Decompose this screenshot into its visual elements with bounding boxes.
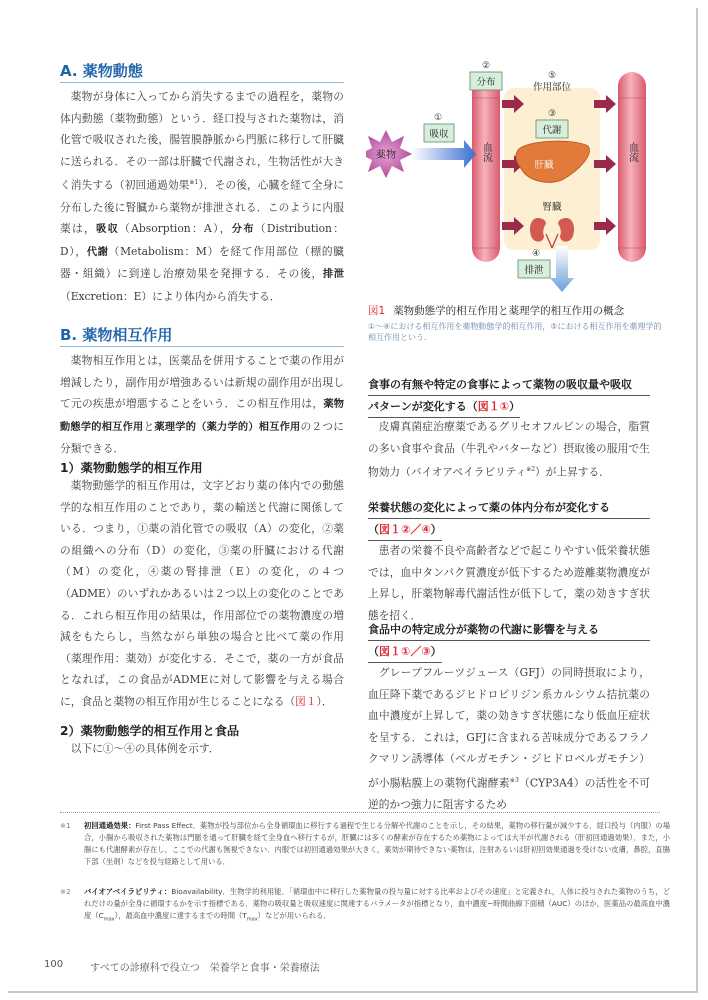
figure-ref[interactable]: 図１ — [295, 694, 317, 708]
label-n2: ② — [481, 60, 491, 70]
figure-title: 薬物動態学的相互作用と薬理学的相互作用の概念 — [393, 305, 625, 317]
label-n5: ⑤ — [547, 70, 557, 80]
label-distrib: 分布 — [476, 77, 496, 88]
label-excrete: 排泄 — [524, 265, 544, 276]
running-title: すべての診療科で役立つ 栄養学と食事・栄養療法 — [90, 963, 320, 974]
figure-note: ①〜④における相互作用を薬物動態学的相互作用，⑤における相互作用を薬理学的相互作用という． — [368, 322, 662, 342]
right-para-2: 患者の栄養不良や高齢者などで起こりやすい低栄養状態では，血中タンパク質濃度が低下するため遊離薬物濃度が上昇し，肝薬物解毒代謝活性が低下して，薬の効きすぎ状態を招く． — [368, 544, 650, 622]
figure-ref-h3[interactable]: 図１①／③ — [379, 645, 431, 658]
right-para-1: 皮膚真菌症治療薬であるグリセオフルビンの場合，脂質の多い食事や食品（牛乳やバターなど）摂取後の服用で生物効力（バイオアベイラビリティ$^{※2}$）が上昇する． — [368, 420, 650, 479]
label-liver: 肝臓 — [534, 160, 554, 171]
footnote-2: ※2 バイオアベイラビリティ：Bioavailability．生物学的利用能．「循環血中に移行した薬物量の投与量に対する比率およびその速度」と定義され，人体に投与された薬物のうち，どれだけの量が全身に循環するかを示す指標である．薬物の吸収量と吸収速度に関連するパラメータが指標となり，血中濃度−時間曲線下面積（AUC）のほか，医薬品の最高血中濃度$(C_{max})$，最高血中濃度に達するまでの時間$(T_{max})$などが用いられる． — [60, 887, 670, 923]
figure-1-caption — [368, 303, 668, 343]
right-heading-2: 栄養状態の変化によって薬の体内分布が変化する （図１②／④） — [368, 497, 650, 541]
section-a-body: 薬物が身体に入ってから消失するまでの過程を，薬物の体内動態（薬物動態）という．経口投与された薬物は，消化管で吸収された後，腸管膜静脈から門脈に移行して肝臓に送られる．その一部は肝臓で代謝され，生物活性が大きく消失する（初回通過効果$^{※1}$）．その後，心臓を経て全身に分布した後に腎臓から薬物が排泄される．このように内服薬は，吸収（Absorption：A），分布（Distribution：D），代謝（Metabolism：M）を経て作用部位（標的臓器・組織）に到達し治療効果を発揮する．その後，排泄（Excretion：E）により体内から消失する． — [60, 90, 344, 303]
footnote-rule — [60, 812, 660, 813]
label-metab: 代謝 — [542, 125, 562, 136]
right-heading-1: 食事の有無や特定の食事によって薬物の吸収量や吸収 パターンが変化する（図１①） — [368, 374, 650, 418]
subheading-1: 1）薬物動態学的相互作用 — [60, 461, 203, 475]
label-site: 作用部位 — [532, 82, 572, 93]
label-blood-left: 血流 — [480, 142, 492, 162]
figure-ref-h2[interactable]: 図１②／④ — [379, 523, 431, 536]
blood-vessel-left — [472, 72, 500, 262]
drug-label: 薬物 — [376, 150, 396, 161]
page-number: 100 — [44, 959, 64, 970]
label-kidney: 腎臓 — [542, 202, 562, 213]
blood-vessel-right — [618, 72, 646, 262]
section-b-title: B. 薬物相互作用 — [60, 326, 173, 344]
subheading-2: 2）薬物動態学的相互作用と食品 — [60, 724, 240, 738]
right-heading-3: 食品中の特定成分が薬物の代謝に影響を与える （図１①／③） — [368, 619, 650, 663]
right-para-3: グレープフルーツジュース（GFJ）の同時摂取により，血圧降下薬であるジヒドロピリジン系カルシウム拮抗薬の血中濃度が上昇して，薬の効きすぎ状態になり低血圧症状を呈する．これは，GFJに含まれる苦味成分であるフラノクマリン誘導体（ベルガモチン・ジヒドロベルガモチン）が小腸粘膜上の薬物代謝酵素$^{※3}$（CYP3A4）の活性を不可逆的かつ強力に阻害するため — [368, 666, 650, 812]
section-b-intro: 薬物相互作用とは，医薬品を併用することで薬の作用が増減したり，副作用が増強あるいは新規の副作用が出現して元の疾患が増悪することをいう．この相互作用は，薬物動態学的相互作用と薬理学的（薬力学的）相互作用の２つに分類できる． — [60, 354, 344, 456]
section-b-rule — [60, 346, 344, 347]
label-absorb: 吸収 — [429, 129, 449, 140]
subsection-1-body: 薬物動態学的相互作用は，文字どおり薬の体内での動態学的な相互作用のことであり，薬の輸送と代謝に関係している．つまり，①薬の消化管での吸収（A）の変化，②薬の組織への分布（D）の変化，③薬の肝臓における代謝（M）の変化，④薬の腎排泄（E）の変化，の４つ（ADME）のいずれかあるいは２つ以上の変化のことである．これら相互作用の結果は，作用部位での薬物濃度の増減をもたらし，当然ながら単独の場合と比べて薬の作用（薬理作用：薬効）が変化する．そこで，薬の一方が食品となれば，この食品がADMEに対して影響を与える場合に，食品と薬物の相互作用が生じることになる（図１）． — [60, 479, 344, 708]
figure-number: 図1 — [368, 305, 386, 317]
fnref-1: ※1 — [189, 179, 199, 187]
label-n1: ① — [433, 112, 443, 122]
label-n3: ③ — [547, 108, 557, 118]
section-a-rule — [60, 82, 344, 83]
subsection-2-body: 以下に①〜④の具体例を示す． — [70, 742, 220, 755]
absorption-arrow — [412, 140, 476, 168]
figure-ref-h1[interactable]: 図１① — [477, 400, 510, 413]
section-a-title: A. 薬物動態 — [60, 62, 143, 80]
label-n4: ④ — [531, 248, 541, 258]
footnote-1: ※1 初回通過効果：First Pass Effect．薬物が投与部位から全身循環血に移行する過程で生じる分解や代謝のことを示し，その結果，薬物の移行量が減少する．経口投与（内服）の場合，小腸から吸収された薬物は門脈を通って肝臓を経て全身血へ移行するが，肝臓には多くの酵素が存在するため薬物によっては大半が代謝される（肝初回通過効果）．また，小腸にも代謝酵素が存在し，ここでの代謝も無視できない．内服では初回通過効果が大きく，薬効が期待できない薬物は，注射あるいは肝初回効果通過を受けない皮膚，鼻腔，直腸下部（坐剤）などを投与経路として用いる． — [60, 821, 671, 866]
figure-1-diagram — [366, 58, 666, 298]
excretion-arrow — [550, 246, 574, 292]
label-blood-right: 血流 — [626, 142, 638, 162]
